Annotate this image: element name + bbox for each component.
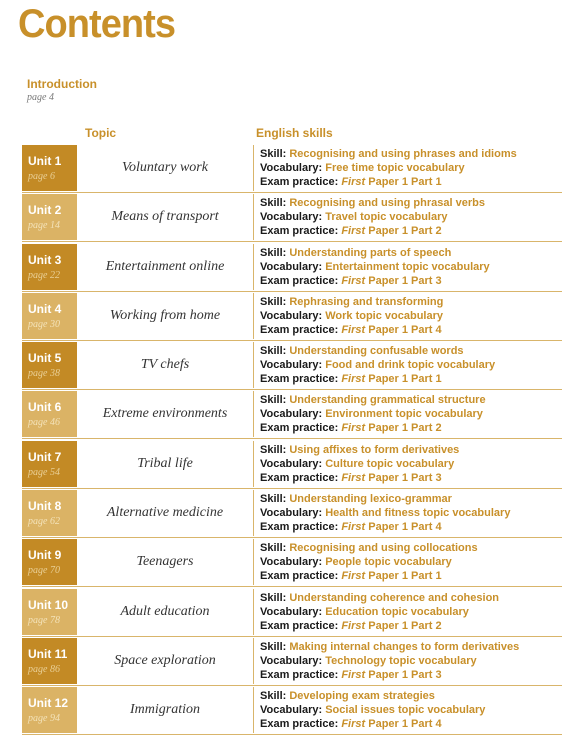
unit-topic: TV chefs (77, 342, 254, 388)
vocabulary-label: Vocabulary: (260, 507, 323, 520)
unit-name: Unit 8 (28, 499, 62, 514)
unit-topic: Working from home (77, 293, 254, 339)
vocabulary-line (260, 555, 560, 569)
exam-value: Paper 1 Part 3 (368, 274, 442, 287)
skill-label: Skill: (260, 246, 287, 259)
vocabulary-value: Work topic vocabulary (325, 309, 443, 322)
skill-value: Understanding coherence and cohesion (289, 591, 500, 604)
unit-page: page 86 (28, 663, 60, 675)
unit-row[interactable] (22, 194, 562, 240)
skill-label: Skill: (260, 295, 287, 308)
unit-name: Unit 3 (28, 252, 62, 267)
unit-name: Unit 4 (28, 301, 62, 316)
vocabulary-value: Culture topic vocabulary (325, 457, 455, 470)
skill-line (260, 689, 560, 703)
unit-badge[interactable] (22, 490, 77, 536)
unit-name: Unit 2 (28, 203, 62, 218)
unit-skills (260, 640, 560, 682)
vocabulary-label: Vocabulary: (260, 162, 323, 174)
unit-badge[interactable] (22, 145, 77, 191)
unit-topic: Space exploration (77, 638, 254, 684)
unit-page: page 14 (28, 220, 60, 232)
unit-row[interactable] (22, 687, 562, 733)
exam-label: Exam practice: (260, 471, 339, 484)
exam-line (260, 717, 560, 731)
unit-row[interactable] (22, 441, 562, 487)
exam-value: Paper 1 Part 1 (368, 373, 442, 386)
unit-topic: Entertainment online (77, 244, 254, 290)
unit-name: Unit 7 (28, 449, 62, 464)
vocabulary-label: Vocabulary: (260, 211, 323, 224)
skill-line (260, 344, 560, 358)
skill-line (260, 443, 560, 457)
vocabulary-line (260, 161, 560, 175)
skill-value: Recognising and using phrases and idioms (289, 148, 517, 160)
unit-page: page 30 (28, 318, 60, 330)
exam-first: First (341, 668, 366, 681)
unit-skills (260, 541, 560, 583)
unit-badge[interactable] (22, 589, 77, 635)
skill-label: Skill: (260, 394, 287, 407)
unit-badge[interactable] (22, 293, 77, 339)
contents-table (22, 145, 562, 737)
unit-page: page 62 (28, 516, 60, 528)
exam-first: First (341, 323, 366, 336)
exam-label: Exam practice: (260, 373, 339, 386)
unit-topic: Tribal life (77, 441, 254, 487)
unit-page: page 6 (28, 171, 55, 182)
unit-badge[interactable] (22, 687, 77, 733)
skill-line (260, 541, 560, 555)
unit-page: page 46 (28, 417, 60, 429)
unit-badge[interactable] (22, 194, 77, 240)
skill-label: Skill: (260, 148, 287, 160)
exam-line (260, 274, 560, 288)
exam-label: Exam practice: (260, 570, 339, 583)
exam-label: Exam practice: (260, 323, 339, 336)
vocabulary-label: Vocabulary: (260, 359, 323, 372)
vocabulary-label: Vocabulary: (260, 704, 323, 717)
exam-first: First (341, 521, 366, 534)
unit-skills (260, 443, 560, 485)
exam-value: Paper 1 Part 2 (368, 619, 442, 632)
unit-badge[interactable] (22, 244, 77, 290)
exam-label: Exam practice: (260, 668, 339, 681)
skill-value: Recognising and using collocations (289, 542, 478, 555)
unit-name: Unit 1 (28, 154, 62, 168)
skill-label: Skill: (260, 443, 287, 456)
vocabulary-line (260, 506, 560, 520)
vocabulary-value: Entertainment topic vocabulary (325, 260, 490, 273)
unit-skills (260, 591, 560, 633)
skill-label: Skill: (260, 542, 287, 555)
unit-badge[interactable] (22, 391, 77, 437)
unit-page: page 38 (28, 368, 60, 380)
vocabulary-label: Vocabulary: (260, 605, 323, 618)
unit-row[interactable] (22, 589, 562, 635)
unit-page: page 54 (28, 466, 60, 478)
unit-badge[interactable] (22, 342, 77, 388)
skill-value: Understanding confusable words (289, 345, 464, 358)
skill-label: Skill: (260, 345, 287, 358)
skill-line (260, 295, 560, 309)
exam-first: First (341, 619, 366, 632)
skill-value: Recognising and using phrasal verbs (289, 197, 485, 210)
vocabulary-value: Food and drink topic vocabulary (325, 359, 496, 372)
exam-value: Paper 1 Part 1 (368, 570, 442, 583)
skills-column-header: English skills (256, 126, 333, 140)
unit-topic: Extreme environments (77, 391, 254, 437)
vocabulary-line (260, 703, 560, 717)
unit-name: Unit 12 (28, 696, 69, 711)
exam-line (260, 668, 560, 682)
unit-skills (260, 295, 560, 337)
exam-line (260, 421, 560, 435)
exam-first: First (341, 176, 366, 188)
vocabulary-value: Travel topic vocabulary (325, 211, 448, 224)
vocabulary-line (260, 605, 560, 619)
vocabulary-line (260, 358, 560, 372)
vocabulary-value: Education topic vocabulary (325, 605, 469, 618)
exam-label: Exam practice: (260, 225, 339, 238)
exam-value: Paper 1 Part 4 (368, 521, 442, 534)
exam-line (260, 175, 560, 189)
skill-line (260, 640, 560, 654)
exam-value: Paper 1 Part 2 (368, 225, 442, 238)
unit-row[interactable] (22, 342, 562, 388)
vocabulary-value: Technology topic vocabulary (325, 654, 477, 667)
exam-line (260, 569, 560, 583)
unit-page: page 78 (28, 614, 60, 626)
unit-page: page 94 (28, 713, 60, 725)
unit-skills (260, 147, 560, 189)
vocabulary-label: Vocabulary: (260, 260, 323, 273)
vocabulary-label: Vocabulary: (260, 556, 323, 569)
exam-label: Exam practice: (260, 521, 339, 534)
skill-line (260, 246, 560, 260)
exam-label: Exam practice: (260, 619, 339, 632)
unit-row[interactable] (22, 490, 562, 536)
unit-topic: Adult education (77, 589, 254, 635)
unit-name: Unit 5 (28, 351, 62, 366)
exam-first: First (341, 225, 366, 238)
skill-line (260, 492, 560, 506)
vocabulary-line (260, 654, 560, 668)
exam-first: First (341, 471, 366, 484)
vocabulary-value: Social issues topic vocabulary (325, 704, 486, 717)
exam-line (260, 224, 560, 238)
vocabulary-line (260, 457, 560, 471)
skill-value: Using affixes to form derivatives (289, 443, 460, 456)
unit-name: Unit 11 (28, 646, 68, 661)
unit-name: Unit 6 (28, 400, 62, 415)
vocabulary-value: Health and fitness topic vocabulary (325, 507, 511, 520)
vocabulary-line (260, 260, 560, 274)
exam-value: Paper 1 Part 1 (368, 176, 442, 188)
exam-line (260, 372, 560, 386)
unit-badge[interactable] (22, 441, 77, 487)
vocabulary-label: Vocabulary: (260, 309, 323, 322)
skill-value: Understanding parts of speech (289, 246, 452, 259)
vocabulary-label: Vocabulary: (260, 408, 323, 421)
unit-page: page 22 (28, 269, 60, 281)
unit-page: page 70 (28, 565, 60, 577)
introduction-link[interactable]: Introduction (27, 77, 97, 91)
skill-value: Developing exam strategies (289, 690, 435, 703)
vocabulary-value: Environment topic vocabulary (325, 408, 483, 421)
vocabulary-line (260, 210, 560, 224)
exam-first: First (341, 274, 366, 287)
exam-value: Paper 1 Part 4 (368, 718, 442, 731)
exam-first: First (341, 570, 366, 583)
unit-badge[interactable] (22, 638, 77, 684)
unit-skills (260, 492, 560, 534)
unit-skills (260, 196, 560, 238)
exam-first: First (341, 422, 366, 435)
unit-row[interactable] (22, 244, 562, 290)
exam-line (260, 520, 560, 534)
skill-label: Skill: (260, 197, 287, 210)
unit-topic: Alternative medicine (77, 490, 254, 536)
unit-topic: Voluntary work (77, 145, 254, 191)
exam-line (260, 323, 560, 337)
unit-skills (260, 246, 560, 288)
vocabulary-value: Free time topic vocabulary (325, 162, 465, 174)
skill-label: Skill: (260, 493, 287, 506)
exam-label: Exam practice: (260, 718, 339, 731)
vocabulary-line (260, 407, 560, 421)
skill-line (260, 196, 560, 210)
unit-skills (260, 344, 560, 386)
unit-row[interactable] (22, 293, 562, 339)
vocabulary-value: People topic vocabulary (325, 556, 452, 569)
unit-name: Unit 10 (28, 597, 69, 612)
skill-line (260, 591, 560, 605)
exam-first: First (341, 718, 366, 731)
vocabulary-line (260, 309, 560, 323)
topic-column-header: Topic (85, 126, 117, 140)
unit-row[interactable] (22, 145, 562, 191)
introduction-page: page 4 (27, 92, 54, 103)
exam-line (260, 471, 560, 485)
skill-value: Making internal changes to form derivatives (289, 640, 520, 653)
exam-value: Paper 1 Part 3 (368, 668, 442, 681)
unit-topic: Means of transport (77, 194, 254, 240)
exam-value: Paper 1 Part 4 (368, 323, 442, 336)
unit-row[interactable] (22, 638, 562, 684)
exam-first: First (341, 373, 366, 386)
unit-skills (260, 393, 560, 435)
skill-line (260, 393, 560, 407)
skill-line (260, 147, 560, 161)
unit-topic: Immigration (77, 687, 254, 733)
exam-label: Exam practice: (260, 422, 339, 435)
unit-skills (260, 689, 560, 731)
exam-value: Paper 1 Part 2 (368, 422, 442, 435)
vocabulary-label: Vocabulary: (260, 654, 323, 667)
skill-value: Understanding lexico-grammar (289, 493, 452, 506)
exam-label: Exam practice: (260, 274, 339, 287)
skill-label: Skill: (260, 690, 287, 703)
skill-label: Skill: (260, 591, 287, 604)
unit-row[interactable] (22, 539, 562, 585)
unit-name: Unit 9 (28, 548, 62, 563)
skill-label: Skill: (260, 640, 287, 653)
skill-value: Understanding grammatical structure (289, 394, 486, 407)
exam-value: Paper 1 Part 3 (368, 471, 442, 484)
exam-label: Exam practice: (260, 176, 339, 188)
vocabulary-label: Vocabulary: (260, 457, 323, 470)
unit-topic: Teenagers (77, 539, 254, 585)
exam-line (260, 619, 560, 633)
skill-value: Rephrasing and transforming (289, 295, 444, 308)
page-title: Contents (18, 2, 176, 46)
unit-row[interactable] (22, 391, 562, 437)
unit-badge[interactable] (22, 539, 77, 585)
